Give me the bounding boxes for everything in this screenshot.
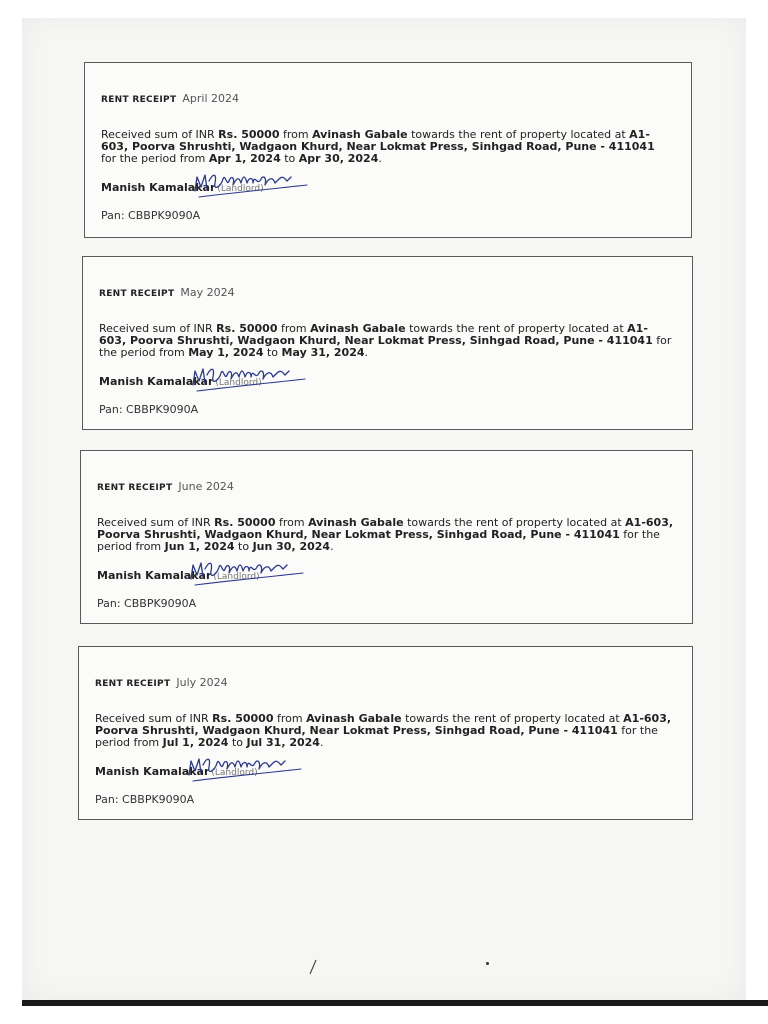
property-address: A1-603, Poorva Shrushti, Wadgaon Khurd, Near Lokmat Press, Sinhgad Road, Pune - 411041 (99, 322, 653, 347)
text-period: for the period from (99, 334, 672, 359)
handwritten-signature (185, 751, 305, 783)
text-period: for the period from (97, 528, 660, 553)
period-start: Apr 1, 2024 (208, 152, 281, 165)
period-end: Jul 31, 2024 (246, 736, 320, 749)
period-start: Jul 1, 2024 (162, 736, 229, 749)
payer-name: Avinash Gabale (308, 516, 404, 529)
amount: Rs. 50000 (212, 712, 274, 725)
receipt-month: April 2024 (182, 92, 240, 105)
text-end: . (378, 152, 382, 165)
stray-dot-mark (486, 962, 489, 965)
rent-receipt-april (84, 62, 692, 238)
text-from: from (279, 128, 313, 141)
text-end: . (319, 736, 324, 749)
property-address: A1-603, Poorva Shrushti, Wadgaon Khurd, Near Lokmat Press, Sinhgad Road, Pune - 411041 (95, 712, 672, 737)
receipt-month: June 2024 (178, 480, 234, 493)
receipt-title: RENT RECEIPT (101, 95, 177, 105)
text-prefix: Received sum of INR (95, 712, 213, 725)
text-to: to (234, 540, 253, 553)
landlord-name: Manish Kamalakar (99, 375, 214, 388)
landlord-role: (Landlord) (215, 378, 262, 388)
period-start: Jun 1, 2024 (164, 540, 235, 553)
handwritten-signature (189, 361, 309, 393)
receipt-text (97, 517, 674, 553)
payer-name: Avinash Gabale (312, 128, 408, 141)
landlord-pan: Pan: CBBPK9090A (95, 793, 195, 806)
text-towards: towards the rent of property located at (403, 516, 626, 529)
landlord-pan: Pan: CBBPK9090A (101, 209, 201, 222)
text-towards: towards the rent of property located at (401, 712, 624, 725)
receipt-text (101, 129, 673, 165)
text-from: from (277, 322, 311, 335)
payer-name: Avinash Gabale (306, 712, 402, 725)
receipt-month: May 2024 (180, 286, 235, 299)
text-to: to (280, 152, 299, 165)
text-from: from (273, 712, 307, 725)
landlord-name: Manish Kamalakar (97, 569, 212, 582)
period-start: May 1, 2024 (188, 346, 264, 359)
receipt-title: RENT RECEIPT (99, 289, 175, 299)
receipt-text (99, 323, 674, 359)
rent-receipt-may (82, 256, 693, 430)
rent-receipt-june (80, 450, 693, 624)
text-prefix: Received sum of INR (99, 322, 217, 335)
amount: Rs. 50000 (218, 128, 280, 141)
receipt-title: RENT RECEIPT (97, 483, 173, 493)
scan-background (0, 1006, 768, 1024)
receipt-header (99, 281, 235, 300)
period-end: Jun 30, 2024 (252, 540, 331, 553)
payer-name: Avinash Gabale (310, 322, 406, 335)
landlord-role: (Landlord) (217, 184, 264, 194)
landlord-role: (Landlord) (213, 572, 260, 582)
receipt-header (97, 475, 234, 494)
text-to: to (263, 346, 282, 359)
period-end: Apr 30, 2024 (298, 152, 379, 165)
text-towards: towards the rent of property located at (407, 128, 630, 141)
receipt-text (95, 713, 674, 749)
text-prefix: Received sum of INR (101, 128, 219, 141)
handwritten-signature (191, 167, 311, 199)
text-towards: towards the rent of property located at (405, 322, 628, 335)
landlord-name: Manish Kamalakar (101, 181, 216, 194)
landlord-role: (Landlord) (211, 768, 258, 778)
text-end: . (330, 540, 334, 553)
text-to: to (228, 736, 247, 749)
stray-pen-mark (306, 958, 320, 976)
text-period: for the period from (95, 724, 658, 749)
period-end: May 31, 2024 (281, 346, 365, 359)
property-address: A1-603, Poorva Shrushti, Wadgaon Khurd, Near Lokmat Press, Sinhgad Road, Pune - 411041 (101, 128, 655, 153)
rent-receipt-july (78, 646, 693, 820)
receipt-header (95, 671, 228, 690)
receipt-header (101, 87, 239, 106)
text-from: from (275, 516, 309, 529)
property-address: A1-603, Poorva Shrushti, Wadgaon Khurd, Near Lokmat Press, Sinhgad Road, Pune - 411041 (97, 516, 674, 541)
receipt-title: RENT RECEIPT (95, 679, 171, 689)
handwritten-signature (187, 555, 307, 587)
amount: Rs. 50000 (216, 322, 278, 335)
receipt-month: July 2024 (176, 676, 228, 689)
landlord-name: Manish Kamalakar (95, 765, 210, 778)
text-prefix: Received sum of INR (97, 516, 215, 529)
text-period: for the period from (101, 152, 209, 165)
amount: Rs. 50000 (214, 516, 276, 529)
landlord-pan: Pan: CBBPK9090A (99, 403, 199, 416)
text-end: . (364, 346, 369, 359)
landlord-pan: Pan: CBBPK9090A (97, 597, 197, 610)
